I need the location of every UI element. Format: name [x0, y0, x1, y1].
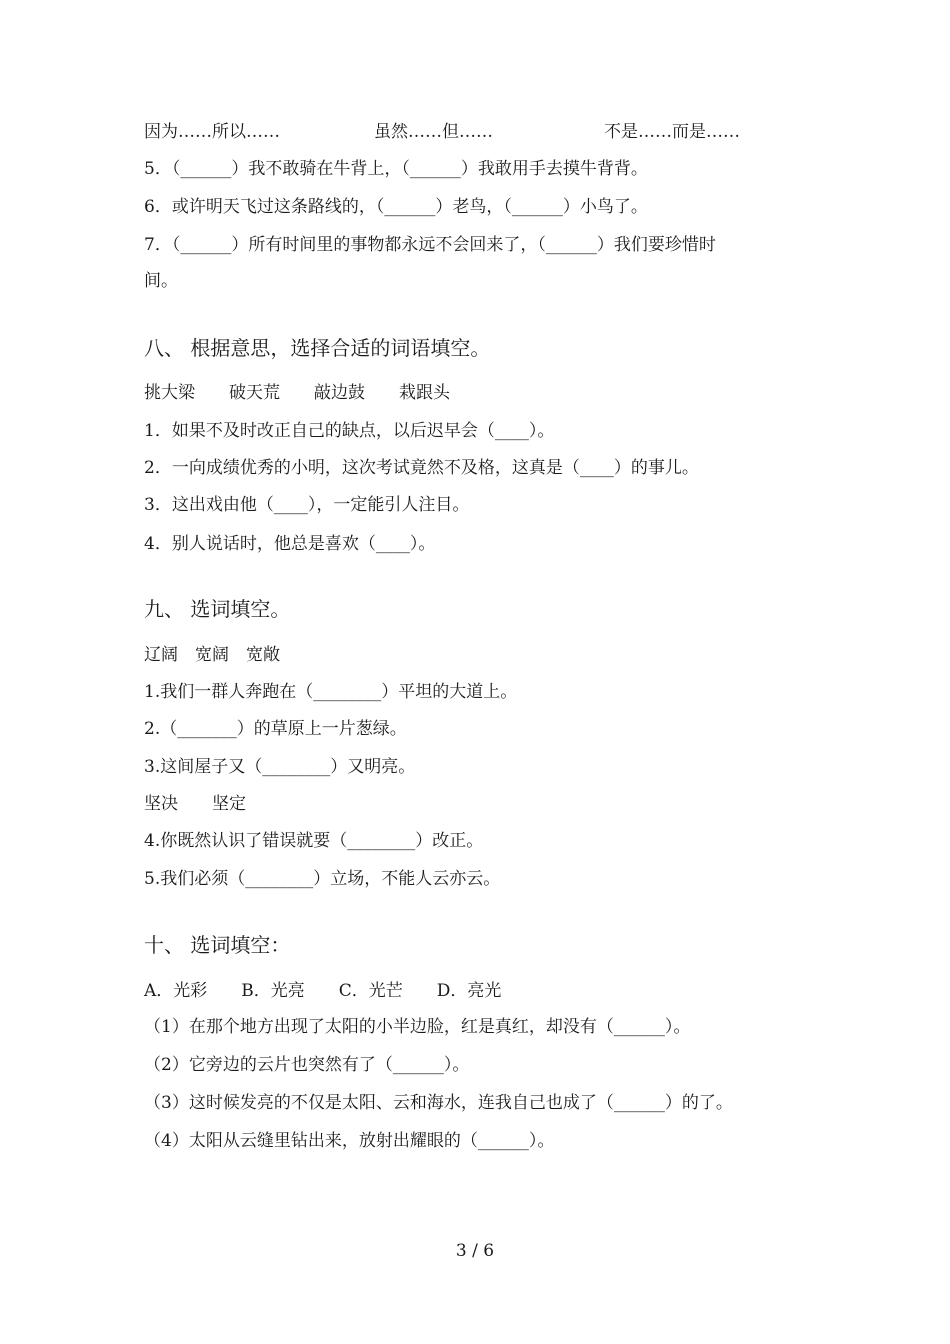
question-line: 5．（______）我不敢骑在牛背上，（______）我敢用手去摸牛背背。 [144, 159, 648, 179]
option-yinwei-suoyi: 因为……所以…… [144, 122, 280, 142]
question-line: 1.我们一群人奔跑在（________）平坦的大道上。 [144, 682, 518, 702]
question-line: 4．别人说话时，他总是喜欢（____）。 [144, 534, 436, 554]
section9-title: 九、 选词填空。 [144, 597, 291, 621]
question-line: 6．或许明天飞过这条路线的，（______）老鸟，（______）小鸟了。 [144, 197, 648, 217]
section8-word-bank: 挑大梁 破天荒 敲边鼓 栽跟头 [144, 383, 450, 403]
question-line: 3．这出戏由他（____），一定能引人注目。 [144, 495, 470, 515]
question-line: （4）太阳从云缝里钻出来，放射出耀眼的（______）。 [144, 1131, 555, 1151]
section10-word-bank: A．光彩 B．光亮 C．光芒 D．亮光 [144, 981, 502, 1001]
section10-title: 十、 选词填空： [144, 933, 291, 957]
page-number: 3 / 6 [455, 1241, 495, 1261]
option-suiran-dan: 虽然……但…… [374, 122, 493, 142]
question-line: （2）它旁边的云片也突然有了（______）。 [144, 1055, 470, 1075]
section8-title: 八、 根据意思，选择合适的词语填空。 [144, 336, 491, 360]
question-line: 2.（_______）的草原上一片葱绿。 [144, 719, 407, 739]
question-line: 5.我们必须（________）立场，不能人云亦云。 [144, 869, 501, 889]
question-line: 4.你既然认识了错误就要（________）改正。 [144, 831, 484, 851]
option-bushi-ershi: 不是……而是…… [604, 122, 740, 142]
question-line-continued: 间。 [144, 271, 178, 291]
question-line: 3.这间屋子又（________）又明亮。 [144, 757, 416, 777]
section9-word-bank-1: 辽阔 宽阔 宽敞 [144, 645, 280, 665]
question-line: （3）这时候发亮的不仅是太阳、云和海水，连我自己也成了（______）的了。 [144, 1093, 733, 1113]
question-line: 1．如果不及时改正自己的缺点，以后迟早会（____）。 [144, 421, 555, 441]
section9-word-bank-2: 坚决 坚定 [144, 794, 246, 814]
question-line: （1）在那个地方出现了太阳的小半边脸，红是真红，却没有（______）。 [144, 1017, 691, 1037]
question-line: 7．（______）所有时间里的事物都永远不会回来了，（______）我们要珍惜时 [144, 235, 716, 255]
question-line: 2．一向成绩优秀的小明，这次考试竟然不及格，这真是（____）的事儿。 [144, 458, 699, 478]
